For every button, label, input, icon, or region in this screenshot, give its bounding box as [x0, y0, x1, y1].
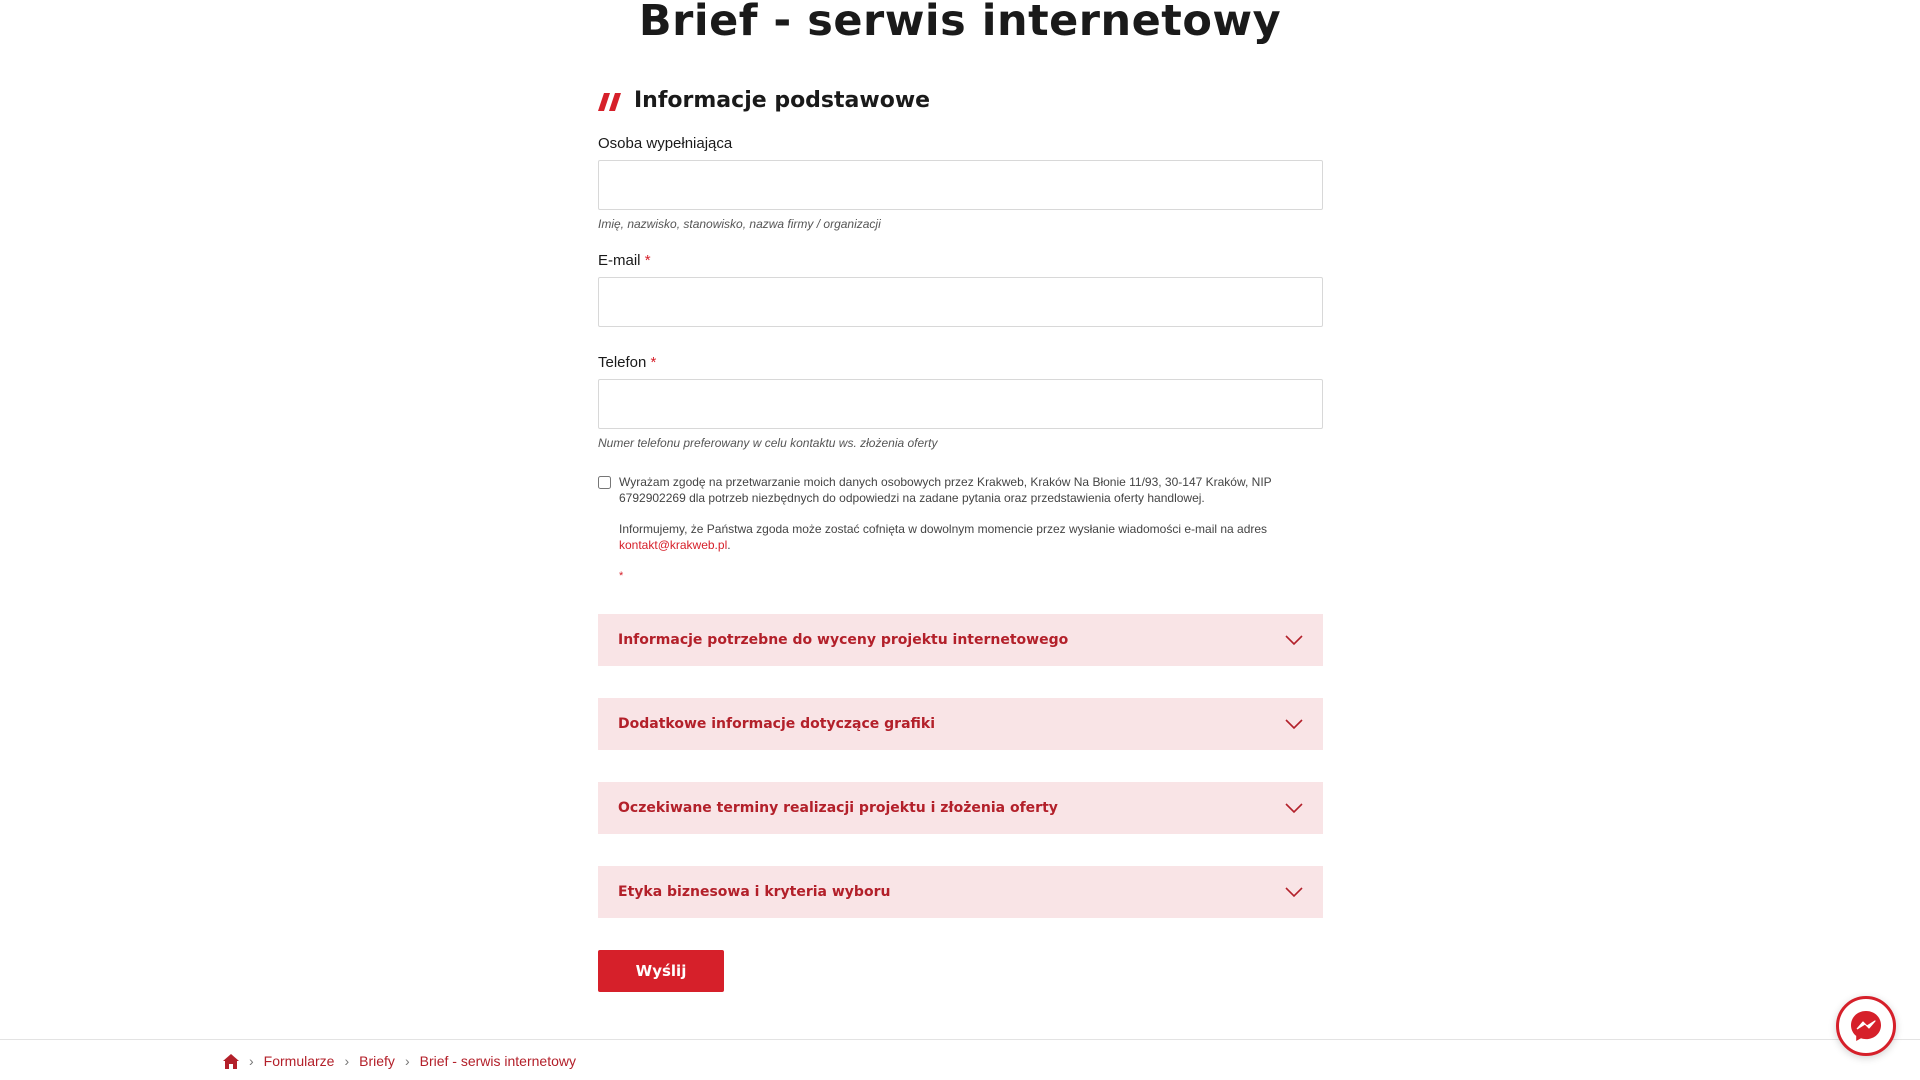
consent-info-text: Informujemy, że Państwa zgoda może zostać cofnięta w dowolnym momencie przez wysłanie wiadomości e-mail na adres — [619, 522, 1268, 536]
email-label — [598, 252, 1323, 269]
page-title: Brief - serwis internetowy — [638, 0, 1282, 46]
phone-hint: Numer telefonu preferowany w celu kontaktu ws. złożenia oferty — [598, 436, 938, 450]
required-mark: * — [650, 354, 657, 371]
contact-email-link[interactable]: kontakt@krakweb.pl — [619, 538, 728, 552]
breadcrumb-item-current[interactable]: Brief - serwis internetowy — [419, 1053, 576, 1069]
email-label-text: E-mail — [598, 252, 641, 269]
accordion-deadlines[interactable] — [598, 782, 1323, 834]
footer-divider — [0, 1039, 1920, 1040]
email-field-group — [598, 252, 1323, 327]
person-label — [598, 135, 1323, 152]
consent-text-block — [619, 474, 1309, 584]
accordion-pricing-info[interactable] — [598, 614, 1323, 666]
chevron-down-icon — [1285, 803, 1303, 814]
accordion-title: Informacje potrzebne do wyceny projektu internetowego — [618, 632, 1069, 648]
home-icon[interactable] — [223, 1054, 239, 1069]
section-title — [598, 88, 1323, 113]
submit-button[interactable]: Wyślij — [598, 950, 724, 992]
consent-group — [598, 474, 1323, 584]
accordion-graphics-info[interactable] — [598, 698, 1323, 750]
person-input[interactable] — [598, 160, 1323, 210]
required-mark: * — [644, 252, 651, 269]
chevron-down-icon — [1285, 887, 1303, 898]
phone-field-group — [598, 354, 1323, 450]
email-input[interactable] — [598, 277, 1323, 327]
consent-required-mark: * — [619, 570, 624, 582]
person-label-text: Osoba wypełniająca — [598, 135, 733, 152]
consent-period: . — [727, 538, 731, 552]
accordion-title: Dodatkowe informacje dotyczące grafiki — [618, 716, 936, 732]
phone-label — [598, 354, 1323, 371]
breadcrumb-item-forms[interactable]: Formularze — [263, 1053, 335, 1069]
accordion-business-ethics[interactable] — [598, 866, 1323, 918]
breadcrumb-separator: › — [344, 1053, 350, 1069]
quote-marks-icon — [598, 92, 622, 110]
accordion-title: Oczekiwane terminy realizacji projektu i złożenia oferty — [618, 800, 1058, 816]
person-field-group — [598, 135, 1323, 231]
phone-input[interactable] — [598, 379, 1323, 429]
section-title-text: Informacje podstawowe — [634, 88, 931, 113]
chevron-down-icon — [1285, 635, 1303, 646]
person-hint: Imię, nazwisko, stanowisko, nazwa firmy / organizacji — [598, 217, 881, 231]
messenger-icon — [1849, 1009, 1883, 1043]
breadcrumb-separator: › — [249, 1053, 254, 1069]
consent-info — [619, 521, 1309, 553]
brief-form — [598, 80, 1323, 992]
consent-checkbox[interactable] — [598, 476, 611, 489]
breadcrumb-separator: › — [404, 1053, 410, 1069]
phone-label-text: Telefon — [598, 354, 647, 371]
consent-text: Wyrażam zgodę na przetwarzanie moich danych osobowych przez Krakweb, Kraków Na Błonie 11/93, 30-147 Kraków, NIP 6792902269 dla potrzeb niezbędnych do odpowiedzi na zadane pytania oraz przedstawienia oferty handlowej. — [619, 475, 1272, 505]
breadcrumb-item-briefs[interactable]: Briefy — [359, 1053, 395, 1069]
messenger-chat-button[interactable] — [1836, 996, 1896, 1056]
accordion-title: Etyka biznesowa i kryteria wyboru — [618, 884, 891, 900]
breadcrumb — [223, 1053, 576, 1069]
chevron-down-icon — [1285, 719, 1303, 730]
